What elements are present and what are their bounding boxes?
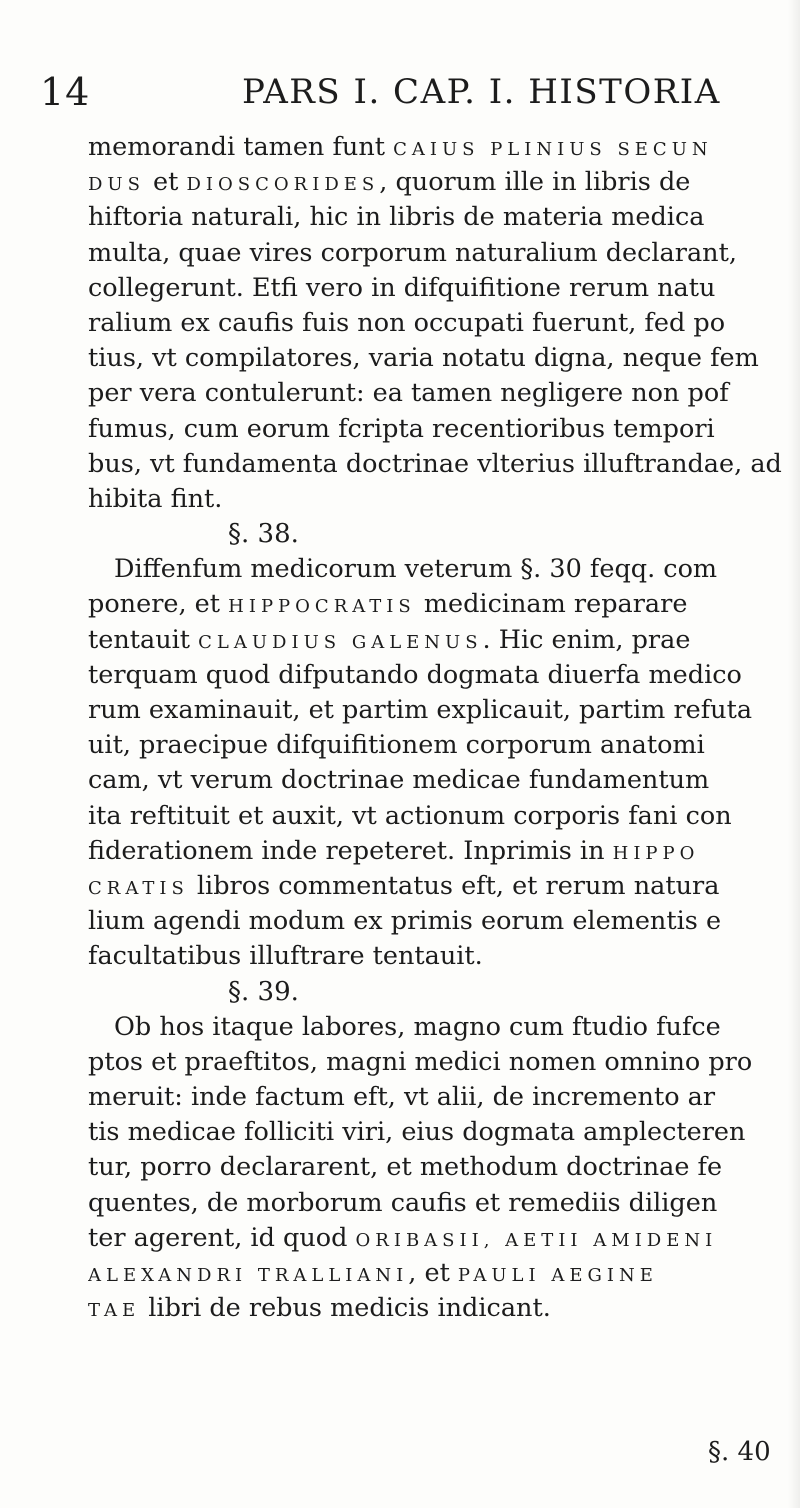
author-name: DUS bbox=[88, 174, 145, 196]
text-line: fiderationem inde repeteret. Inprimis in HIPPO bbox=[88, 835, 700, 866]
text-line: hiftoria naturali, hic in libris de materia medica bbox=[88, 202, 705, 233]
text-line: lium agendi modum ex primis eorum elementis e bbox=[88, 906, 722, 937]
text-line: uit, praecipue difquifitionem corporum anatomi bbox=[88, 730, 705, 761]
text-line: ita reftituit et auxit, vt actionum corporis fani con bbox=[88, 800, 732, 831]
author-name: TAE bbox=[88, 1300, 141, 1322]
author-name: HIPPO bbox=[612, 842, 700, 864]
text-line: per vera contulerunt: ea tamen negligere non pof bbox=[88, 378, 729, 409]
author-name: PAULI AEGINE bbox=[457, 1265, 658, 1286]
text-line: ralium ex caufis fuis non occupati fuerunt, fed po bbox=[88, 307, 726, 338]
text-line: Ob hos itaque labores, magno cum ftudio fufce bbox=[114, 1011, 721, 1042]
section-heading-39: §. 39. bbox=[228, 976, 299, 1007]
text-line: tius, vt compilatores, varia notatu digna, neque fem bbox=[88, 343, 759, 374]
text-line: hibita fint. bbox=[88, 483, 223, 514]
author-name: CRATIS bbox=[88, 877, 189, 899]
page-number: 14 bbox=[40, 70, 91, 114]
text-line: bus, vt fundamenta doctrinae vlterius illuftrandae, ad bbox=[88, 448, 782, 479]
author-name: ALEXANDRI TRALLIANI bbox=[88, 1265, 409, 1286]
text-line: ALEXANDRI TRALLIANI, et PAULI AEGINE bbox=[88, 1258, 658, 1288]
text-line: TAE libri de rebus medicis indicant. bbox=[88, 1293, 551, 1324]
text-line: quentes, de morborum caufis et remediis diligen bbox=[88, 1187, 718, 1218]
section-heading-38: §. 38. bbox=[228, 519, 299, 550]
text-line: terquam quod difputando dogmata diuerfa medico bbox=[88, 659, 742, 690]
text-line: ponere, et HIPPOCRATIS medicinam reparare bbox=[88, 589, 688, 620]
text-line: memorandi tamen funt CAIUS PLINIUS SECUN bbox=[88, 132, 713, 162]
catchword: §. 40 bbox=[708, 1437, 771, 1467]
text-line: Diffenfum medicorum veterum §. 30 feqq. com bbox=[114, 554, 718, 585]
text-line: rum examinauit, et partim explicauit, partim refuta bbox=[88, 695, 753, 725]
text-line: CRATIS libros commentatus eft, et rerum natura bbox=[88, 870, 720, 901]
text-line: facultatibus illuftrare tentauit. bbox=[88, 941, 483, 972]
author-name: ORIBASII, AETII AMIDENI bbox=[355, 1229, 718, 1251]
author-name: CLAUDIUS GALENUS bbox=[198, 631, 483, 653]
running-head: PARS I. CAP. I. HISTORIA bbox=[242, 72, 721, 112]
author-name: CAIUS PLINIUS SECUN bbox=[393, 139, 713, 160]
text-line: tentauit CLAUDIUS GALENUS. Hic enim, prae bbox=[88, 624, 691, 655]
text-line: multa, quae vires corporum naturalium declarant, bbox=[88, 237, 737, 268]
author-name: HIPPOCRATIS bbox=[228, 596, 416, 618]
text-line: DUS et DIOSCORIDES, quorum ille in libris de bbox=[88, 167, 691, 198]
text-line: collegerunt. Etfi vero in difquifitione rerum natu bbox=[88, 272, 716, 303]
text-line: tur, porro declararent, et methodum doctrinae fe bbox=[88, 1152, 723, 1183]
text-line: fumus, cum eorum fcripta recentioribus tempori bbox=[88, 413, 715, 444]
text-line: meruit: inde factum eft, vt alii, de incremento ar bbox=[88, 1082, 716, 1113]
text-line: ter agerent, id quod ORIBASII, AETII AMIDENI bbox=[88, 1222, 718, 1253]
text-line: cam, vt verum doctrinae medicae fundamentum bbox=[88, 765, 710, 796]
text-line: ptos et praeftitos, magni medici nomen omnino pro bbox=[88, 1046, 753, 1077]
author-name: DIOSCORIDES bbox=[186, 174, 380, 196]
page-header bbox=[40, 70, 740, 120]
text-line: tis medicae folliciti viri, eius dogmata amplecteren bbox=[88, 1117, 746, 1148]
body-text bbox=[88, 130, 798, 1326]
page-edge-shadow bbox=[788, 0, 800, 1508]
